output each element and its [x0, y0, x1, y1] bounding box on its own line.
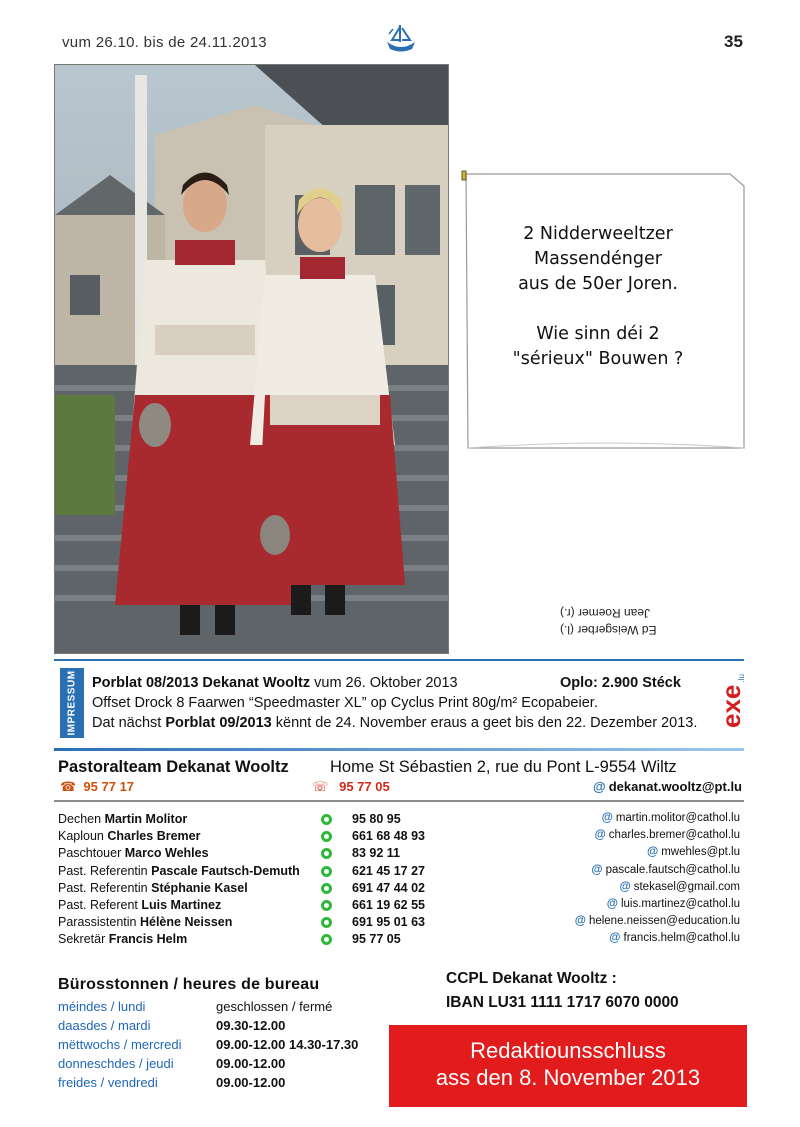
impressum-issue: Porblat 08/2013 Dekanat Wooltz	[92, 675, 311, 691]
impressum-text	[92, 673, 732, 733]
staff-email-address[interactable]: martin.molitor@cathol.lu	[615, 812, 740, 824]
team-title: Pastoralteam Dekanat Wooltz	[58, 758, 289, 776]
impressum-next-post: kënnt de 24. November eraus a geet bis den 22. Dezember 2013.	[271, 715, 698, 731]
staff-phone: 95 80 95	[352, 812, 401, 826]
deadline-line: ass den 8. November 2013	[435, 1065, 701, 1090]
staff-name: Hélène Neissen	[139, 915, 233, 930]
staff-row	[58, 829, 744, 846]
mail-icon: @	[619, 880, 631, 893]
staff-email[interactable]	[609, 932, 740, 944]
staff-role: Paschtouer	[58, 846, 125, 861]
staff-email-address[interactable]: helene.neissen@education.lu	[588, 915, 740, 928]
staff-name: Charles Bremer	[107, 829, 201, 844]
hours-row	[58, 1018, 388, 1037]
hours-time: 09.00-12.00 14.30-17.30	[216, 1037, 359, 1052]
ship-logo-icon	[384, 22, 418, 56]
staff-role: Kaploun	[58, 829, 108, 844]
staff-email[interactable]	[602, 812, 740, 824]
staff-email[interactable]	[647, 846, 740, 858]
phone-icon	[321, 814, 332, 825]
hours-row	[58, 1037, 388, 1056]
staff-role: Sekretär	[58, 932, 109, 947]
impressum-next-pre: Dat nächst	[92, 715, 166, 731]
caption-line: Jean Roemer (r.)	[560, 606, 651, 620]
staff-email[interactable]	[591, 864, 740, 876]
mail-icon: @	[574, 915, 586, 928]
staff-row	[58, 932, 744, 949]
team-phone	[60, 779, 134, 795]
staff-email-address[interactable]: luis.martinez@cathol.lu	[620, 897, 740, 910]
divider	[54, 748, 744, 751]
impressum-tag-label: IMPRESSUM	[66, 670, 78, 736]
phone-icon	[321, 848, 332, 859]
team-fax	[312, 779, 390, 795]
staff-phone: 661 68 48 93	[352, 829, 425, 844]
team-email[interactable]	[593, 779, 742, 794]
mail-icon: @	[593, 779, 606, 794]
photo-caption	[560, 604, 740, 638]
staff-row	[58, 898, 744, 915]
note-line: aus de 50er Joren.	[518, 274, 678, 294]
staff-phone: 661 19 62 55	[352, 897, 425, 912]
altar-servers-photo	[54, 64, 449, 654]
staff-email[interactable]	[595, 829, 740, 841]
office-hours-title: Bürosstonnen / heures de bureau	[58, 976, 320, 993]
staff-email[interactable]	[607, 898, 740, 910]
team-address: Home St Sébastien 2, rue du Pont L-9554 Wiltz	[330, 758, 677, 776]
phone-icon	[321, 866, 332, 877]
hours-day: freides / vendredi	[58, 1075, 158, 1090]
staff-email[interactable]	[620, 881, 740, 893]
mail-icon: @	[601, 812, 613, 824]
staff-phone: 95 77 05	[352, 932, 401, 947]
exe-logo-text: exe	[716, 684, 746, 728]
staff-email-address[interactable]: stekasel@gmail.com	[633, 880, 740, 893]
fax-icon: ☏	[312, 779, 340, 794]
hours-time: geschlossen / fermé	[216, 999, 333, 1014]
bank-iban: IBAN LU31 1111 1717 6070 0000	[446, 994, 679, 1011]
staff-row	[58, 812, 744, 829]
staff-phone: 621 45 17 27	[352, 863, 425, 878]
mail-icon: @	[606, 897, 618, 910]
issue-date-range: vum 26.10. bis de 24.11.2013	[62, 34, 267, 51]
staff-name: Luis Martinez	[141, 897, 222, 912]
exe-logo-suffix: .lu	[737, 674, 746, 683]
staff-row	[58, 915, 744, 932]
staff-role: Dechen	[58, 812, 105, 826]
exe-logo	[716, 668, 746, 732]
staff-row	[58, 881, 744, 898]
team-phone-number: 95 77 17	[83, 779, 135, 794]
hours-time: 09.00-12.00	[216, 1056, 286, 1071]
staff-name: Pascale Fautsch-Demuth	[151, 863, 300, 878]
phone-icon	[321, 934, 332, 945]
deadline-box	[389, 1025, 747, 1107]
note-line: 2 Nidderweeltzer	[523, 224, 673, 244]
hours-time: 09.30-12.00	[216, 1018, 286, 1033]
divider	[54, 800, 744, 802]
staff-name: Stéphanie Kasel	[151, 880, 248, 895]
hours-day: daasdes / mardi	[58, 1018, 151, 1033]
deadline-line: Redaktiounsschluss	[470, 1038, 666, 1063]
hours-row	[58, 1056, 388, 1075]
note-line: "sérieux" Bouwen ?	[512, 349, 684, 369]
note-line: Massendénger	[534, 249, 662, 269]
staff-name: Marco Wehles	[124, 846, 209, 861]
team-contact-row	[60, 779, 742, 797]
staff-phone: 83 92 11	[352, 846, 400, 861]
hours-row	[58, 1075, 388, 1094]
staff-email-address[interactable]: pascale.fautsch@cathol.lu	[605, 863, 740, 876]
note-text	[468, 222, 728, 372]
staff-role: Past. Referentin	[58, 880, 152, 895]
mail-icon: @	[591, 863, 603, 876]
staff-list	[58, 812, 744, 950]
divider	[54, 659, 744, 661]
staff-role: Parassistentin	[58, 915, 140, 930]
hours-day: méindes / lundi	[58, 999, 146, 1014]
staff-name: Martin Molitor	[104, 812, 188, 826]
mail-icon: @	[646, 846, 659, 859]
phone-icon	[321, 900, 332, 911]
page-number: 35	[724, 32, 743, 51]
note-line: Wie sinn déi 2	[536, 324, 660, 344]
phone-icon	[321, 883, 332, 894]
staff-email[interactable]	[575, 915, 740, 927]
staff-phone: 691 95 01 63	[352, 915, 425, 930]
caption-line: Ed Weisgerber (l.)	[560, 623, 657, 637]
impressum-date: vum 26. Oktober 2013	[310, 675, 458, 691]
impressum-printing: Offset Drock 8 Faarwen “Speedmaster XL” op Cyclus Print 80g/m² Ecopabeier.	[92, 695, 598, 711]
bank-title: CCPL Dekanat Wooltz :	[446, 970, 617, 987]
staff-email-address[interactable]: charles.bremer@cathol.lu	[608, 829, 740, 842]
staff-row	[58, 864, 744, 881]
team-email-address[interactable]: dekanat.wooltz@pt.lu	[608, 779, 742, 794]
bank-details	[446, 967, 679, 1015]
hours-row	[58, 999, 388, 1018]
hours-time: 09.00-12.00	[216, 1075, 286, 1090]
staff-phone: 691 47 44 02	[352, 880, 425, 895]
staff-email-address[interactable]: mwehles@pt.lu	[661, 846, 740, 859]
office-hours-list	[58, 999, 388, 1094]
team-fax-number: 95 77 05	[339, 779, 390, 794]
impressum-tag	[60, 668, 84, 738]
staff-role: Past. Referentin	[58, 863, 152, 878]
hours-day: mëttwochs / mercredi	[58, 1037, 182, 1052]
impressum-circulation: Oplo: 2.900 Stéck	[560, 675, 681, 691]
staff-email-address[interactable]: francis.helm@cathol.lu	[623, 932, 740, 945]
phone-icon	[321, 831, 332, 842]
hours-day: donneschdes / jeudi	[58, 1056, 174, 1071]
phone-icon: ☎	[60, 779, 84, 794]
staff-name: Francis Helm	[108, 932, 188, 947]
phone-icon	[321, 917, 332, 928]
staff-row	[58, 846, 744, 863]
mail-icon: @	[594, 829, 606, 842]
mail-icon: @	[609, 932, 621, 945]
staff-role: Past. Referent	[58, 897, 142, 912]
impressum-next-issue: Porblat 09/2013	[165, 715, 272, 731]
